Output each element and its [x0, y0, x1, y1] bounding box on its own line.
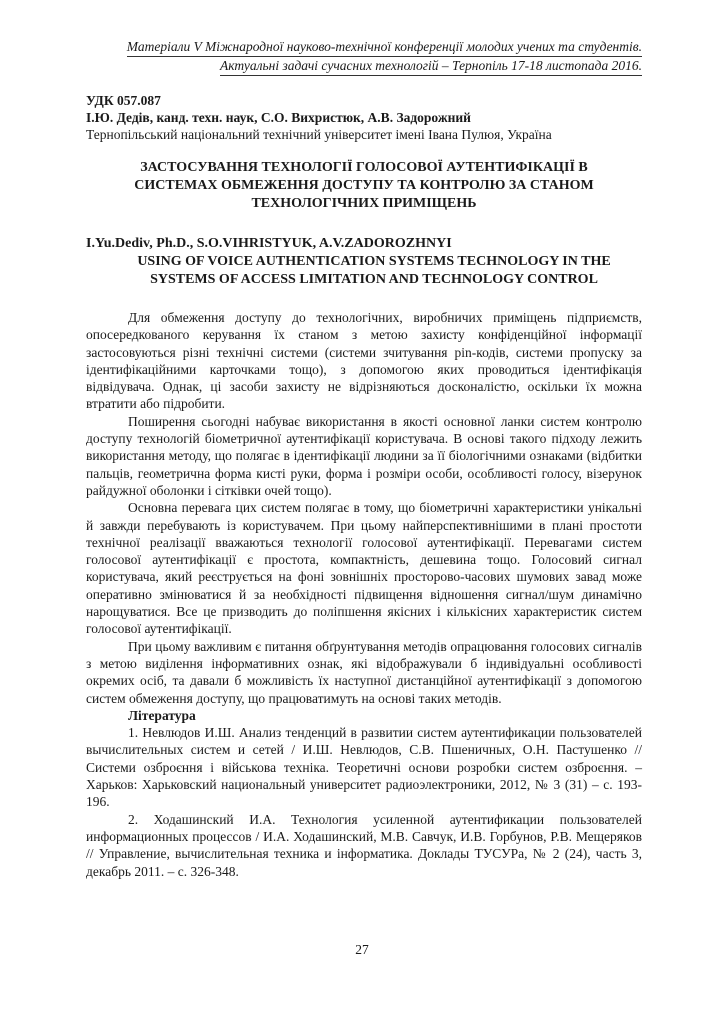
running-header-line-1: Матеріали V Міжнародної науково-технічної конференції молодих учених та студентів. — [127, 38, 642, 57]
paragraph: При цьому важливим є питання обґрунтування методів опрацювання голосових сигналів з метою виділення інформативних ознак, які відображували б індивідуальні особливості окремих осіб, та давали б можливість їх наступної дистанційної аутентифікації з допомогою систем обмеження доступу, що працюватимуть на основі таких методів. — [86, 638, 642, 706]
authors-ua: І.Ю. Дедів, канд. техн. наук, С.О. Вихристюк, А.В. Задорожний — [86, 110, 471, 125]
running-header — [86, 38, 642, 76]
authors-english: I.Yu.Dediv, Ph.D., S.O.VIHRISTYUK, A.V.ZADOROZHNYI — [86, 236, 452, 251]
page-number: 27 — [355, 942, 369, 957]
reference-item: 2. Ходашинский И.А. Технология усиленной аутентификации пользователей информационных процессов / И.А. Ходашинский, М.В. Савчук, И.В. Горбунов, Р.В. Мещеряков // Управление, вычислительная техника и інформатика. Доклады ТУСУРа, № 2 (24), часть 3, декабрь 2011. – с. 326-348. — [86, 811, 642, 879]
paragraph: Для обмеження доступу до технологічних, виробничих приміщень підприємств, опосередкованого керування їх станом з метою захисту конфіденційної інформації застосовуються різні технічні системи (системи зчитування pin-кодів, системи пропуску за ідентифікаційними карточками тощо), з допомогою яких проводиться ідентифікація відвідувача. Однак, ці засоби захисту не відрізняються досконалістю, оскільки їх можна втратити або підробити. — [86, 310, 642, 412]
title-english: USING OF VOICE AUTHENTICATION SYSTEMS TECHNOLOGY IN THE SYSTEMS OF ACCESS LIMITATION AND TECHNOLOGY CONTROL — [137, 254, 611, 287]
paper-page — [86, 38, 642, 880]
paragraph: Поширення сьогодні набуває використання в якості основної ланки систем контролю доступу технологій біометричної аутентифікації користувача. В основі такого підходу лежить використання методу, що полягає в ідентифікації людини за її біологічними ознаками (відбитки пальців, геометрична форма кисті руки, форма і розміри особи, особливості голосу, візерунок райдужної оболонки і сітківки очей тощо). — [86, 413, 642, 498]
udc-code: УДК 057.087 — [86, 93, 161, 108]
article-meta — [86, 92, 642, 143]
literature-heading: Література — [128, 707, 196, 723]
title-ukrainian: ЗАСТОСУВАННЯ ТЕХНОЛОГІЇ ГОЛОСОВОЇ АУТЕНТИФІКАЦІЇ В СИСТЕМАХ ОБМЕЖЕННЯ ДОСТУПУ ТА КОНТРОЛЮ ЗА СТАНОМ ТЕХНОЛОГІЧНИХ ПРИМІЩЕНЬ — [134, 160, 594, 211]
running-header-line-2: Актуальні задачі сучасних технологій – Тернопіль 17-18 листопада 2016. — [220, 57, 642, 76]
affiliation: Тернопільський національний технічний університет імені Івана Пулюя, Україна — [86, 127, 552, 142]
paragraph: Основна перевага цих систем полягає в тому, що біометричні характеристики унікальні й завжди перебувають із користувачем. При цьому найперспективнішими в плані простоти технічної реалізації вважаються технології голосової аутентифікації. Перевагами систем голосової аутентифікації є простота, компактність, дешевина тощо. Голосовий сигнал користувача, який реєструється на фоні зовнішніх просторово-часових шумових завад може оперативно змінюватися й за необхідності підвищення відношення сигнал/шум динамічно нарощуватися. Все це призводить до поліпшення якісних і кількісних характеристик систем голосової аутентифікації. — [86, 500, 642, 637]
article-body — [86, 309, 642, 880]
reference-item: 1. Невлюдов И.Ш. Анализ тенденций в развитии систем аутентификации пользователей вычислительных систем и сетей / И.Ш. Невлюдов, С.В. Пшеничных, О.Н. Пастушенко // Системи озброєння і військова техніка. Теоретичні основи розробки систем озброєння. – Харьков: Харьковский национальный университет радиоэлектроники, 2012, № 3 (31) – с. 193-196. — [86, 725, 642, 810]
